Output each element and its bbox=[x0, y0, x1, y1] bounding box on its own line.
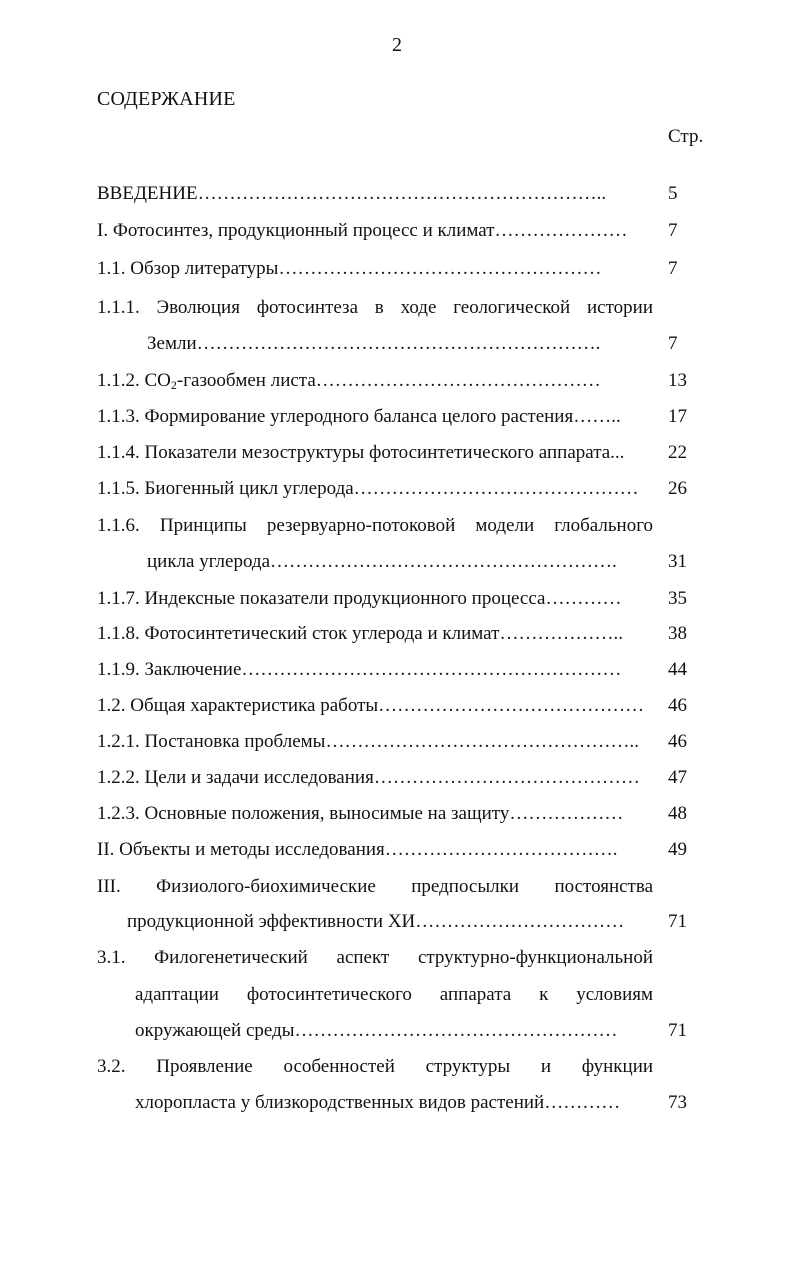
toc-entry-title-word: фотосинтетического bbox=[246, 984, 412, 1005]
page-column-label: Стр. bbox=[668, 126, 704, 147]
toc-entry-1-1-5[interactable] bbox=[97, 478, 639, 500]
toc-entry-title-word: геологической bbox=[453, 297, 571, 318]
toc-entry-chapter-3-cont[interactable] bbox=[127, 911, 624, 933]
toc-entry-title-word: 1.1.6. bbox=[97, 515, 140, 536]
toc-leader-dots: ……………… bbox=[509, 803, 624, 824]
toc-page-number: 7 bbox=[668, 220, 678, 241]
toc-entry-title-word: структурно-функциональной bbox=[417, 947, 654, 968]
toc-entry-1-1-7[interactable] bbox=[97, 588, 621, 610]
toc-page-number: 46 bbox=[668, 731, 687, 752]
toc-entry-title-word: предпосылки bbox=[411, 876, 520, 897]
toc-entry-title: I. Фотосинтез, продукционный процесс и климат bbox=[97, 220, 495, 241]
toc-entry-title: 1.2.3. Основные положения, выносимые на защиту bbox=[97, 803, 510, 824]
toc-entry-title-word: истории bbox=[587, 297, 654, 318]
toc-page-number: 44 bbox=[668, 659, 687, 680]
toc-entry-3-1-line2[interactable] bbox=[135, 984, 653, 1006]
toc-page-number: 22 bbox=[668, 442, 687, 463]
toc-leader-dots: ……………………………………… bbox=[315, 370, 601, 391]
toc-entry-title-word: Эволюция bbox=[156, 297, 240, 318]
toc-entry-title-word: особенностей bbox=[283, 1056, 395, 1077]
toc-entry-title-word: резервуарно-потоковой bbox=[266, 515, 456, 536]
toc-entry-1-1-6[interactable] bbox=[97, 515, 653, 537]
toc-leader-dots: ……………………………………………………….. bbox=[197, 183, 607, 204]
toc-leader-dots: ………………………………………….. bbox=[325, 731, 639, 752]
toc-entry-title-word: Филогенетический bbox=[154, 947, 308, 968]
toc-entry-title: 1.1.3. Формирование углеродного баланса целого растения bbox=[97, 406, 574, 427]
toc-entry-chapter-2[interactable] bbox=[97, 839, 618, 861]
toc-entry-1-1-2[interactable] bbox=[97, 370, 601, 392]
toc-entry-title-word: 3.1. bbox=[97, 947, 126, 968]
toc-page-number: 13 bbox=[668, 370, 687, 391]
toc-entry-1-2-1[interactable] bbox=[97, 731, 639, 753]
toc-entry-title: 1.1.2. CO bbox=[97, 370, 171, 391]
toc-entry-chapter-1[interactable] bbox=[97, 220, 628, 242]
toc-entry-1-2[interactable] bbox=[97, 695, 644, 717]
toc-leader-dots: ………………………………………………………. bbox=[196, 333, 601, 354]
toc-entry-chapter-3[interactable] bbox=[97, 876, 653, 898]
toc-leader-dots: …………………………… bbox=[415, 911, 625, 932]
toc-page-number: 38 bbox=[668, 623, 687, 644]
toc-page-number: 73 bbox=[668, 1092, 687, 1113]
toc-entry-title-word: модели bbox=[475, 515, 535, 536]
toc-entry-title-word: аспект bbox=[336, 947, 390, 968]
toc-entry-1-1[interactable] bbox=[97, 258, 601, 280]
toc-entry-3-2[interactable] bbox=[97, 1056, 653, 1078]
toc-page-number: 17 bbox=[668, 406, 687, 427]
toc-leader-dots: ... bbox=[610, 442, 625, 463]
toc-entry-title: 1.1. Обзор литературы bbox=[97, 258, 279, 279]
toc-entry-title: продукционной эффективности ХИ bbox=[127, 911, 416, 932]
toc-entry-title-word: и bbox=[540, 1056, 552, 1077]
toc-entry-3-1-cont[interactable] bbox=[135, 1020, 618, 1042]
toc-page-number: 35 bbox=[668, 588, 687, 609]
toc-entry-title: цикла углерода bbox=[147, 551, 271, 572]
toc-entry-1-1-4[interactable] bbox=[97, 442, 624, 464]
toc-leader-dots: ………… bbox=[545, 588, 622, 609]
toc-entry-title-word: адаптации bbox=[135, 984, 219, 1005]
toc-entry-title-word: глобального bbox=[554, 515, 654, 536]
toc-leader-dots: …….. bbox=[573, 406, 621, 427]
toc-entry-1-2-3[interactable] bbox=[97, 803, 623, 825]
toc-heading: СОДЕРЖАНИЕ bbox=[97, 88, 236, 110]
toc-entry-title-word: к bbox=[539, 984, 549, 1005]
toc-page-number: 71 bbox=[668, 911, 687, 932]
toc-entry-1-1-6-cont[interactable] bbox=[147, 551, 617, 573]
toc-entry-1-1-1[interactable] bbox=[97, 297, 653, 319]
toc-entry-title-word: Физиолого-биохимические bbox=[156, 876, 376, 897]
toc-entry-title: 1.1.8. Фотосинтетический сток углерода и климат bbox=[97, 623, 500, 644]
toc-leader-dots: ………………………………. bbox=[384, 839, 618, 860]
toc-entry-3-1[interactable] bbox=[97, 947, 653, 969]
toc-page-number: 47 bbox=[668, 767, 687, 788]
toc-page-number: 48 bbox=[668, 803, 687, 824]
toc-leader-dots: …………………………………………………… bbox=[241, 659, 622, 680]
toc-entry-title: 1.1.9. Заключение bbox=[97, 659, 242, 680]
toc-page-number: 49 bbox=[668, 839, 687, 860]
toc-entry-title: 1.2.2. Цели и задачи исследования bbox=[97, 767, 374, 788]
toc-leader-dots: …………………………………… bbox=[378, 695, 645, 716]
toc-entry-title-word: 1.1.1. bbox=[97, 297, 140, 318]
toc-leader-dots: ………………… bbox=[494, 220, 628, 241]
toc-page-number: 46 bbox=[668, 695, 687, 716]
toc-page-number: 31 bbox=[668, 551, 687, 572]
toc-entry-title: 1.1.7. Индексные показатели продукционного процесса bbox=[97, 588, 546, 609]
toc-leader-dots: ………………………………………………. bbox=[270, 551, 617, 572]
toc-entry-title-word: ходе bbox=[400, 297, 437, 318]
toc-leader-dots: ……………….. bbox=[499, 623, 623, 644]
toc-entry-title-word: Принципы bbox=[159, 515, 247, 536]
toc-entry-title: хлоропласта у близкородственных видов растений bbox=[135, 1092, 545, 1113]
toc-page-number: 5 bbox=[668, 183, 678, 204]
toc-entry-title: Земли bbox=[147, 333, 197, 354]
toc-entry-title: 1.1.5. Биогенный цикл углерода bbox=[97, 478, 354, 499]
toc-entry-title-word: аппарата bbox=[439, 984, 512, 1005]
toc-entry-title-word: постоянства bbox=[554, 876, 653, 897]
toc-entry-title-word: III. bbox=[97, 876, 121, 897]
toc-entry-1-1-3[interactable] bbox=[97, 406, 621, 428]
toc-entry-title: II. Объекты и методы исследования bbox=[97, 839, 385, 860]
page-number: 2 bbox=[392, 34, 402, 56]
toc-entry-title-word: функции bbox=[581, 1056, 654, 1077]
toc-entry-title-word: Проявление bbox=[156, 1056, 253, 1077]
toc-entry-title: 1.2.1. Постановка проблемы bbox=[97, 731, 326, 752]
toc-entry-title: окружающей среды bbox=[135, 1020, 295, 1041]
toc-entry-title-word: структуры bbox=[425, 1056, 511, 1077]
toc-page-number: 26 bbox=[668, 478, 687, 499]
toc-entry-3-2-cont[interactable] bbox=[135, 1092, 620, 1114]
toc-entry-title: ВВЕДЕНИЕ bbox=[97, 183, 198, 204]
toc-page-number: 71 bbox=[668, 1020, 687, 1041]
subscript: 2 bbox=[170, 378, 177, 392]
toc-leader-dots: …………………………………………… bbox=[278, 258, 602, 279]
toc-entry-title-word: условиям bbox=[576, 984, 654, 1005]
toc-page-number: 7 bbox=[668, 258, 678, 279]
toc-entry-1-1-9[interactable] bbox=[97, 659, 621, 681]
toc-leader-dots: …………………………………………… bbox=[294, 1020, 618, 1041]
toc-entry-title: 1.1.4. Показатели мезоструктуры фотосинтетического аппарата bbox=[97, 442, 611, 463]
toc-leader-dots: ………… bbox=[544, 1092, 621, 1113]
toc-entry-intro[interactable] bbox=[97, 183, 606, 205]
toc-page-number: 7 bbox=[668, 333, 678, 354]
toc-entry-title-word: в bbox=[374, 297, 384, 318]
toc-entry-title-word: фотосинтеза bbox=[256, 297, 358, 318]
toc-entry-title-word: 3.2. bbox=[97, 1056, 126, 1077]
toc-entry-1-2-2[interactable] bbox=[97, 767, 640, 789]
toc-leader-dots: ……………………………………… bbox=[353, 478, 639, 499]
toc-entry-title: 1.2. Общая характеристика работы bbox=[97, 695, 379, 716]
toc-entry-title: -газообмен листа bbox=[176, 370, 316, 391]
toc-entry-1-1-1-cont[interactable] bbox=[147, 333, 600, 355]
toc-entry-1-1-8[interactable] bbox=[97, 623, 623, 645]
toc-leader-dots: …………………………………… bbox=[373, 767, 640, 788]
